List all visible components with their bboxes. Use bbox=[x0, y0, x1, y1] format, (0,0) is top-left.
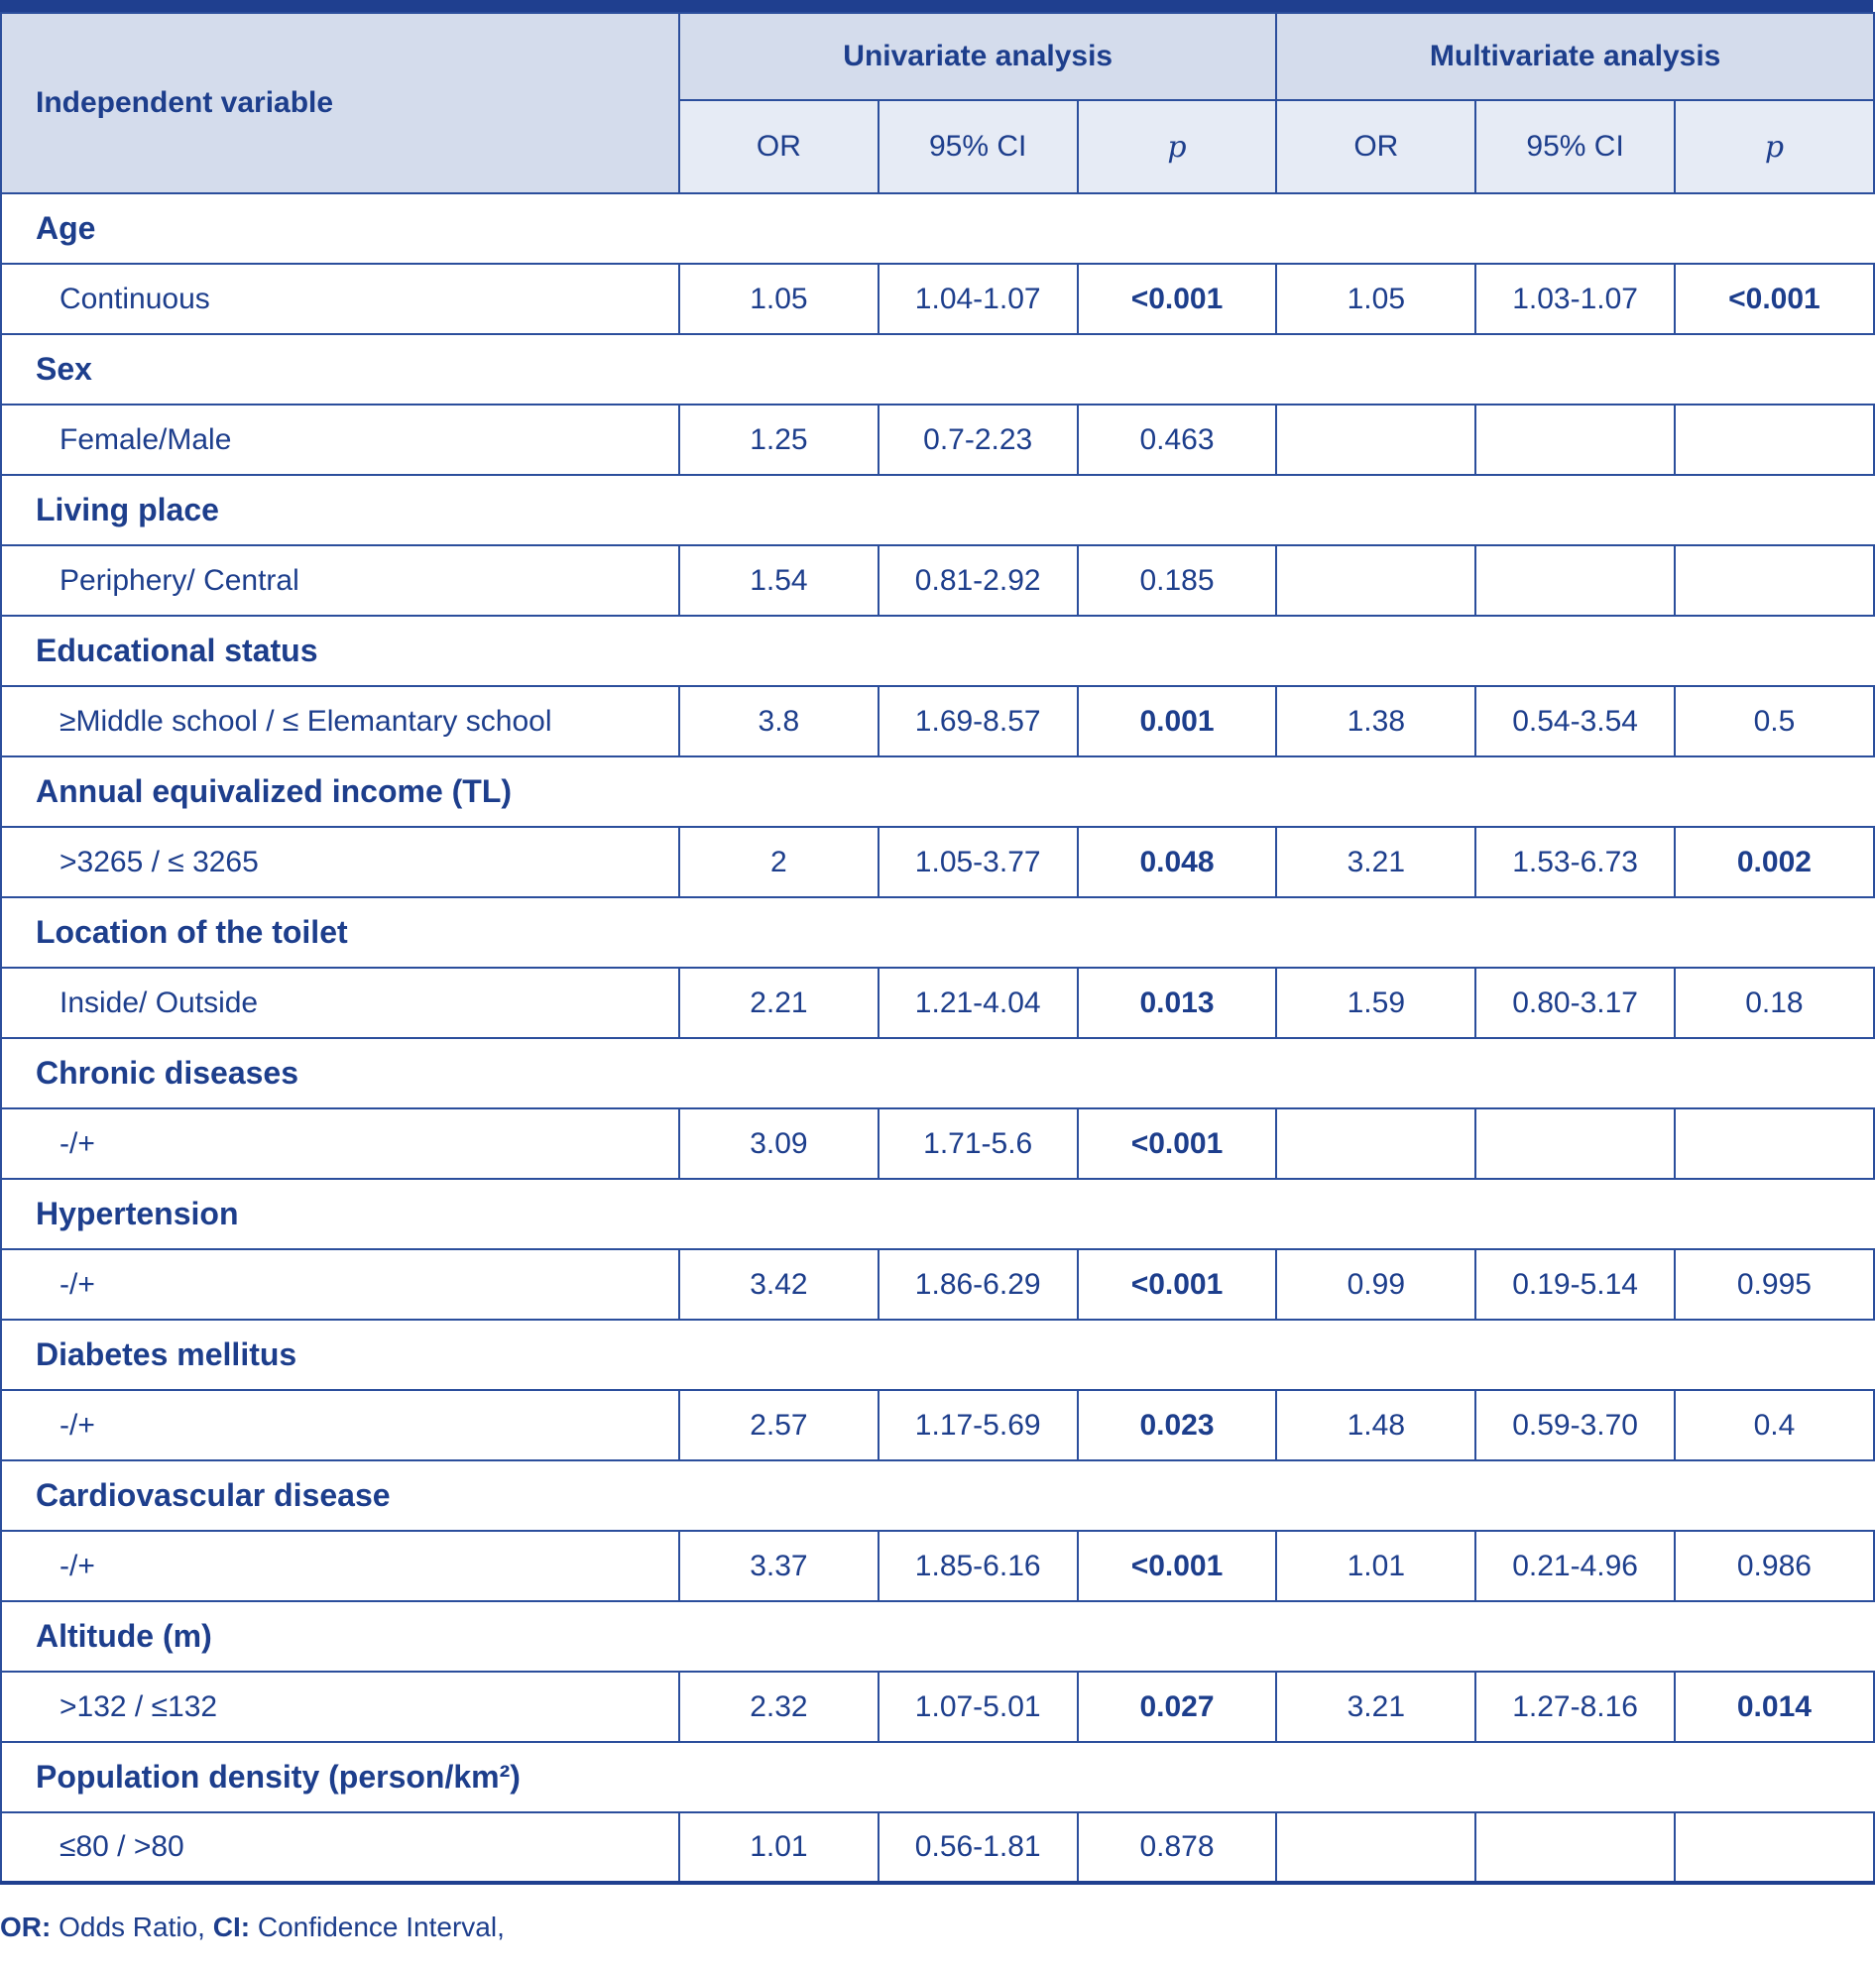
cell-m-or bbox=[1276, 1108, 1475, 1179]
cell-u-ci: 1.17-5.69 bbox=[879, 1390, 1078, 1460]
category-row bbox=[1, 1320, 1874, 1390]
ci-abbreviation: CI: bbox=[212, 1912, 251, 1942]
row-label: -/+ bbox=[1, 1108, 679, 1179]
cell-m-ci bbox=[1475, 1812, 1675, 1883]
cell-u-or: 1.01 bbox=[679, 1812, 879, 1883]
cell-u-ci: 1.71-5.6 bbox=[879, 1108, 1078, 1179]
cell-u-or: 1.05 bbox=[679, 264, 879, 334]
row-label: Periphery/ Central bbox=[1, 545, 679, 616]
row-label: ≤80 / >80 bbox=[1, 1812, 679, 1883]
cell-m-ci bbox=[1475, 545, 1675, 616]
cell-m-ci: 0.59-3.70 bbox=[1475, 1390, 1675, 1460]
category-label: Living place bbox=[1, 475, 1874, 545]
category-row bbox=[1, 1742, 1874, 1812]
cell-u-p: <0.001 bbox=[1078, 1531, 1277, 1601]
table-row bbox=[1, 405, 1874, 475]
cell-m-p: 0.986 bbox=[1675, 1531, 1874, 1601]
category-label: Annual equivalized income (TL) bbox=[1, 756, 1874, 827]
multivariate-p-header: p bbox=[1675, 100, 1874, 193]
univariate-header: Univariate analysis bbox=[679, 13, 1276, 100]
cell-u-or: 2.57 bbox=[679, 1390, 879, 1460]
cell-m-p: 0.4 bbox=[1675, 1390, 1874, 1460]
cell-m-ci bbox=[1475, 1108, 1675, 1179]
category-row bbox=[1, 756, 1874, 827]
cell-u-or: 3.09 bbox=[679, 1108, 879, 1179]
table-body bbox=[1, 193, 1874, 1883]
cell-m-or: 1.38 bbox=[1276, 686, 1475, 756]
table-row bbox=[1, 1108, 1874, 1179]
cell-u-p: <0.001 bbox=[1078, 264, 1277, 334]
top-rule bbox=[0, 0, 1873, 12]
cell-u-ci: 1.86-6.29 bbox=[879, 1249, 1078, 1320]
univariate-p-header: p bbox=[1078, 100, 1277, 193]
cell-m-p bbox=[1675, 405, 1874, 475]
multivariate-header: Multivariate analysis bbox=[1276, 13, 1873, 100]
table-row bbox=[1, 1249, 1874, 1320]
row-label: >132 / ≤132 bbox=[1, 1672, 679, 1742]
table-row bbox=[1, 968, 1874, 1038]
cell-u-or: 3.8 bbox=[679, 686, 879, 756]
cell-m-p: 0.014 bbox=[1675, 1672, 1874, 1742]
row-label: Female/Male bbox=[1, 405, 679, 475]
row-label: Continuous bbox=[1, 264, 679, 334]
cell-m-or: 0.99 bbox=[1276, 1249, 1475, 1320]
cell-u-ci: 1.69-8.57 bbox=[879, 686, 1078, 756]
category-label: Educational status bbox=[1, 616, 1874, 686]
cell-u-ci: 1.05-3.77 bbox=[879, 827, 1078, 897]
cell-m-ci: 0.54-3.54 bbox=[1475, 686, 1675, 756]
category-row bbox=[1, 1460, 1874, 1531]
cell-u-or: 2.21 bbox=[679, 968, 879, 1038]
table-row bbox=[1, 1390, 1874, 1460]
univariate-or-header: OR bbox=[679, 100, 879, 193]
table-row bbox=[1, 545, 1874, 616]
cell-u-ci: 1.07-5.01 bbox=[879, 1672, 1078, 1742]
category-label: Cardiovascular disease bbox=[1, 1460, 1874, 1531]
category-label: Chronic diseases bbox=[1, 1038, 1874, 1108]
cell-u-p: 0.027 bbox=[1078, 1672, 1277, 1742]
category-row bbox=[1, 897, 1874, 968]
table-row bbox=[1, 1672, 1874, 1742]
or-abbreviation: OR: bbox=[0, 1912, 52, 1942]
cell-u-p: 0.013 bbox=[1078, 968, 1277, 1038]
row-label: -/+ bbox=[1, 1390, 679, 1460]
category-row bbox=[1, 616, 1874, 686]
cell-m-p bbox=[1675, 545, 1874, 616]
cell-u-ci: 0.81-2.92 bbox=[879, 545, 1078, 616]
category-label: Diabetes mellitus bbox=[1, 1320, 1874, 1390]
row-label: >3265 / ≤ 3265 bbox=[1, 827, 679, 897]
cell-u-p: 0.878 bbox=[1078, 1812, 1277, 1883]
table-footnote bbox=[0, 1912, 505, 1943]
row-label: -/+ bbox=[1, 1531, 679, 1601]
category-label: Population density (person/km²) bbox=[1, 1742, 1874, 1812]
cell-m-ci: 1.53-6.73 bbox=[1475, 827, 1675, 897]
cell-m-p: 0.002 bbox=[1675, 827, 1874, 897]
cell-m-ci: 0.19-5.14 bbox=[1475, 1249, 1675, 1320]
univariate-ci-header: 95% CI bbox=[879, 100, 1078, 193]
category-row bbox=[1, 1038, 1874, 1108]
cell-m-or: 1.48 bbox=[1276, 1390, 1475, 1460]
row-label: Inside/ Outside bbox=[1, 968, 679, 1038]
cell-u-ci: 0.7-2.23 bbox=[879, 405, 1078, 475]
cell-u-ci: 0.56-1.81 bbox=[879, 1812, 1078, 1883]
category-label: Location of the toilet bbox=[1, 897, 1874, 968]
multivariate-ci-header: 95% CI bbox=[1475, 100, 1675, 193]
category-row bbox=[1, 475, 1874, 545]
cell-u-p: 0.048 bbox=[1078, 827, 1277, 897]
cell-m-p bbox=[1675, 1812, 1874, 1883]
cell-m-ci: 0.21-4.96 bbox=[1475, 1531, 1675, 1601]
table-row bbox=[1, 1812, 1874, 1883]
cell-m-p: <0.001 bbox=[1675, 264, 1874, 334]
cell-u-or: 3.37 bbox=[679, 1531, 879, 1601]
cell-u-p: 0.001 bbox=[1078, 686, 1277, 756]
cell-u-p: 0.023 bbox=[1078, 1390, 1277, 1460]
cell-m-ci: 0.80-3.17 bbox=[1475, 968, 1675, 1038]
category-row bbox=[1, 334, 1874, 405]
row-label: ≥Middle school / ≤ Elemantary school bbox=[1, 686, 679, 756]
cell-m-or: 1.05 bbox=[1276, 264, 1475, 334]
cell-u-or: 1.54 bbox=[679, 545, 879, 616]
cell-u-or: 2 bbox=[679, 827, 879, 897]
table-row bbox=[1, 827, 1874, 897]
cell-u-ci: 1.21-4.04 bbox=[879, 968, 1078, 1038]
multivariate-or-header: OR bbox=[1276, 100, 1475, 193]
independent-variable-header: Independent variable bbox=[1, 13, 679, 193]
cell-u-p: 0.463 bbox=[1078, 405, 1277, 475]
cell-m-or bbox=[1276, 405, 1475, 475]
row-label: -/+ bbox=[1, 1249, 679, 1320]
ci-definition: Confidence Interval, bbox=[250, 1912, 505, 1942]
cell-u-p: 0.185 bbox=[1078, 545, 1277, 616]
cell-u-or: 3.42 bbox=[679, 1249, 879, 1320]
table-header bbox=[1, 13, 1874, 193]
cell-m-or bbox=[1276, 1812, 1475, 1883]
cell-m-ci bbox=[1475, 405, 1675, 475]
cell-u-or: 1.25 bbox=[679, 405, 879, 475]
cell-m-p bbox=[1675, 1108, 1874, 1179]
category-label: Altitude (m) bbox=[1, 1601, 1874, 1672]
category-label: Age bbox=[1, 193, 1874, 264]
cell-m-p: 0.5 bbox=[1675, 686, 1874, 756]
cell-m-or bbox=[1276, 545, 1475, 616]
cell-u-p: <0.001 bbox=[1078, 1249, 1277, 1320]
cell-m-ci: 1.27-8.16 bbox=[1475, 1672, 1675, 1742]
cell-m-or: 3.21 bbox=[1276, 1672, 1475, 1742]
cell-u-ci: 1.04-1.07 bbox=[879, 264, 1078, 334]
or-definition: Odds Ratio, bbox=[51, 1912, 213, 1942]
cell-u-or: 2.32 bbox=[679, 1672, 879, 1742]
cell-m-or: 3.21 bbox=[1276, 827, 1475, 897]
regression-table bbox=[0, 12, 1875, 1885]
category-row bbox=[1, 1179, 1874, 1249]
table-row bbox=[1, 264, 1874, 334]
category-label: Sex bbox=[1, 334, 1874, 405]
cell-m-ci: 1.03-1.07 bbox=[1475, 264, 1675, 334]
table-row bbox=[1, 686, 1874, 756]
category-label: Hypertension bbox=[1, 1179, 1874, 1249]
cell-m-or: 1.59 bbox=[1276, 968, 1475, 1038]
cell-m-p: 0.995 bbox=[1675, 1249, 1874, 1320]
category-row bbox=[1, 193, 1874, 264]
cell-u-p: <0.001 bbox=[1078, 1108, 1277, 1179]
table-row bbox=[1, 1531, 1874, 1601]
cell-m-or: 1.01 bbox=[1276, 1531, 1475, 1601]
cell-m-p: 0.18 bbox=[1675, 968, 1874, 1038]
category-row bbox=[1, 1601, 1874, 1672]
cell-u-ci: 1.85-6.16 bbox=[879, 1531, 1078, 1601]
